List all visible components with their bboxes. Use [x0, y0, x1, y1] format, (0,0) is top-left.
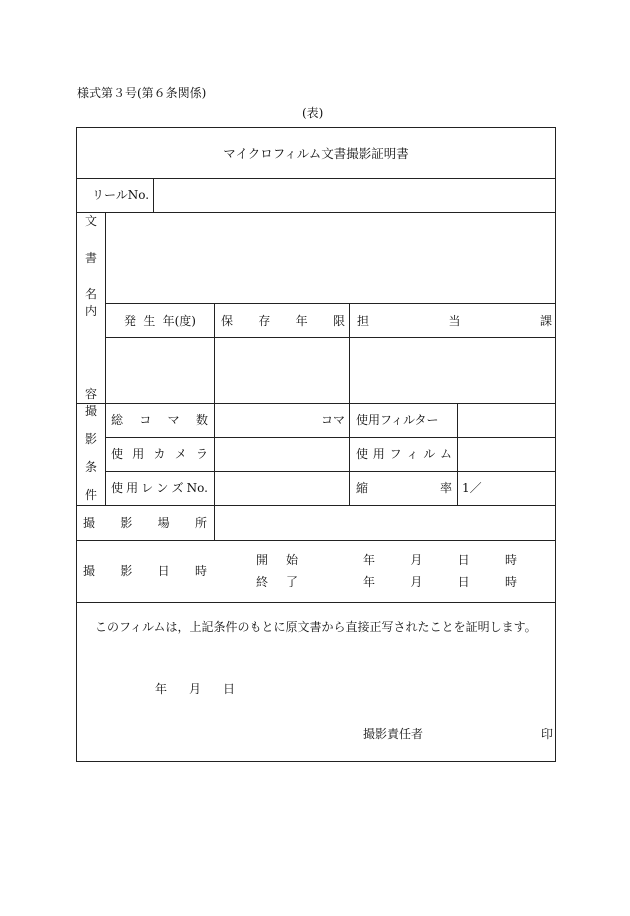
lens-label: 使 用 レ ン ズ No.	[111, 481, 208, 495]
document-name-cell	[106, 213, 555, 303]
form-number: 様式第３号(第６条関係)	[77, 86, 207, 100]
reel-label: リールNo.	[92, 188, 150, 202]
start-datetime-units: 年 月 日 時	[363, 553, 517, 567]
header-department: 担 当 課	[357, 314, 552, 328]
seal-label: 印	[541, 727, 554, 741]
side-label: (表)	[302, 106, 324, 120]
conditions-label: 撮 影 条 件	[84, 404, 97, 502]
filter-label: 使用フィルター	[356, 413, 439, 427]
end-label: 終 了	[256, 575, 298, 589]
location-label: 撮 影 場 所	[83, 516, 207, 530]
certification-text: このフィルムは，上記条件のもとに原文書から直接正写されたことを証明します。	[95, 620, 537, 634]
frames-unit: コマ	[321, 413, 346, 427]
photographer-label: 撮影責任者	[363, 727, 424, 741]
certificate-form	[76, 127, 556, 762]
ratio-value: 1／	[462, 481, 482, 495]
contents-label: 内 容	[84, 304, 97, 401]
film-label: 使 用 フ ィ ル ム	[356, 447, 452, 461]
datetime-label: 撮 影 日 時	[83, 564, 207, 578]
start-label: 開 始	[256, 553, 298, 567]
document-name-label: 文 書 名	[84, 214, 97, 301]
reel-value-cell	[154, 179, 555, 212]
ratio-label: 縮 率	[356, 481, 452, 495]
end-datetime-units: 年 月 日 時	[363, 575, 517, 589]
header-issue-year: 発 生 年(度)	[124, 314, 196, 328]
form-title: マイクロフィルム文書撮影証明書	[223, 146, 409, 161]
camera-label: 使 用 カ メ ラ	[111, 447, 208, 461]
frames-label: 総 コ マ 数	[111, 413, 208, 427]
certification-date: 年 月 日	[155, 682, 235, 696]
header-retention-period: 保 存 年 限	[221, 314, 345, 328]
